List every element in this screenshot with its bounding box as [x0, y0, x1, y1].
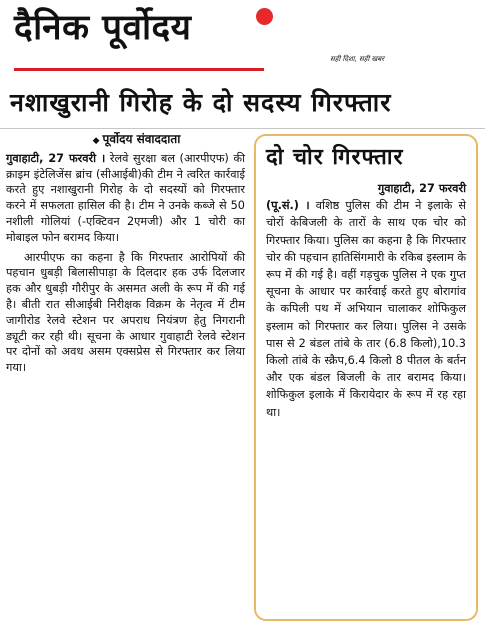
masthead: [0, 0, 485, 78]
left-article: [6, 132, 245, 376]
boxed-article-text: वशिष्ठ पुलिस की टीम ने इलाके से चोरों केबिजली के तारों के साथ एक चोर को गिरफ्तार किया। पुलिस का कहना है कि गिरफ्तार चोर की पहचान हातिसिंगमारी के रकिब इस्लाम के रूप में की गई है। वहीं गड़चुक पुलिस ने एक गुप्त सूचना के आधार पर कार्रवाई करते हुए बोरागांव के कपिली पथ में अभियान चालाकर शोफिकुल इस्लाम को गिरफ्तार कर लिया। पुलिस ने उसके पास से 2 बंडल तांबे के तार (6.8 किलो),10.3 किलो तांबे के स्क्रैप,6.4 किलो 8 पीतल के बर्तन और एक बंडल बिजली के तार बरामद किया। शोफिकुल इलाके में किरायेदार के रूप में रह रहा था।: [266, 199, 467, 419]
masthead-red-rule: [14, 68, 264, 71]
newspaper-tagline: सही दिशा, सही खबर: [330, 55, 385, 63]
main-headline: नशाखुरानी गिरोह के दो सदस्य गिरफ्तार: [10, 88, 392, 117]
headline-divider: [0, 128, 485, 129]
boxed-article-dateline: गुवाहाटी, 27 फरवरी: [377, 182, 466, 195]
boxed-article-source: (पू.सं.) ।: [266, 199, 310, 213]
masthead-red-dot-icon: [256, 8, 273, 25]
boxed-article-title: दो चोर गिरफ्तार: [266, 145, 404, 170]
article-dateline: गुवाहाटी, 27 फरवरी ।: [6, 151, 106, 165]
article-paragraph-1-text: रेलवे सुरक्षा बल (आरपीएफ) की क्राइम इंटेलिजेंस ब्रांच (सीआईबी)की टीम ने त्वरित कार्रवाई करते हुए नशाखुरानी गिरोह के दो सदस्यों को गिरफ्तार करने में सफलता हासिल की है। टीम ने उनके कब्जे से 50 नशीली गोलियां (-एक्टिवन 2एमजी) और 1 चोरी का मोबाइल फोन बरामद किया।: [6, 151, 246, 244]
byline: [28, 132, 245, 150]
newspaper-title: दैनिक पूर्वोदय: [14, 8, 192, 48]
byline-text: पूर्वोदय संवाददाता: [102, 132, 181, 146]
article-paragraph-1: [6, 151, 245, 246]
boxed-article-body: [266, 180, 466, 421]
triangle-bullet-icon: ◆: [92, 136, 100, 146]
boxed-article: [254, 134, 478, 621]
article-paragraph-2: आरपीएफ का कहना है कि गिरफ्तार आरोपियों की पहचान धुबड़ी बिलासीपाड़ा के दिलदार हक उर्फ दिलजार हक और धुबड़ी गौरीपुर के असमत अली के रूप में की गई है। बीती रात सीआईबी निरीक्षक विक्रम के नेतृत्व में टीम जागीरोड रेलवे स्टेशन पर अपराध नियंत्रण हेतु निगरानी ड्यूटी कर रही थी। सूचना के आधार गुवाहाटी रेलवे स्टेशन पर दोनों को अवध असम एक्सप्रेस से गिरफ्तार कर लिया गया।: [6, 250, 245, 375]
